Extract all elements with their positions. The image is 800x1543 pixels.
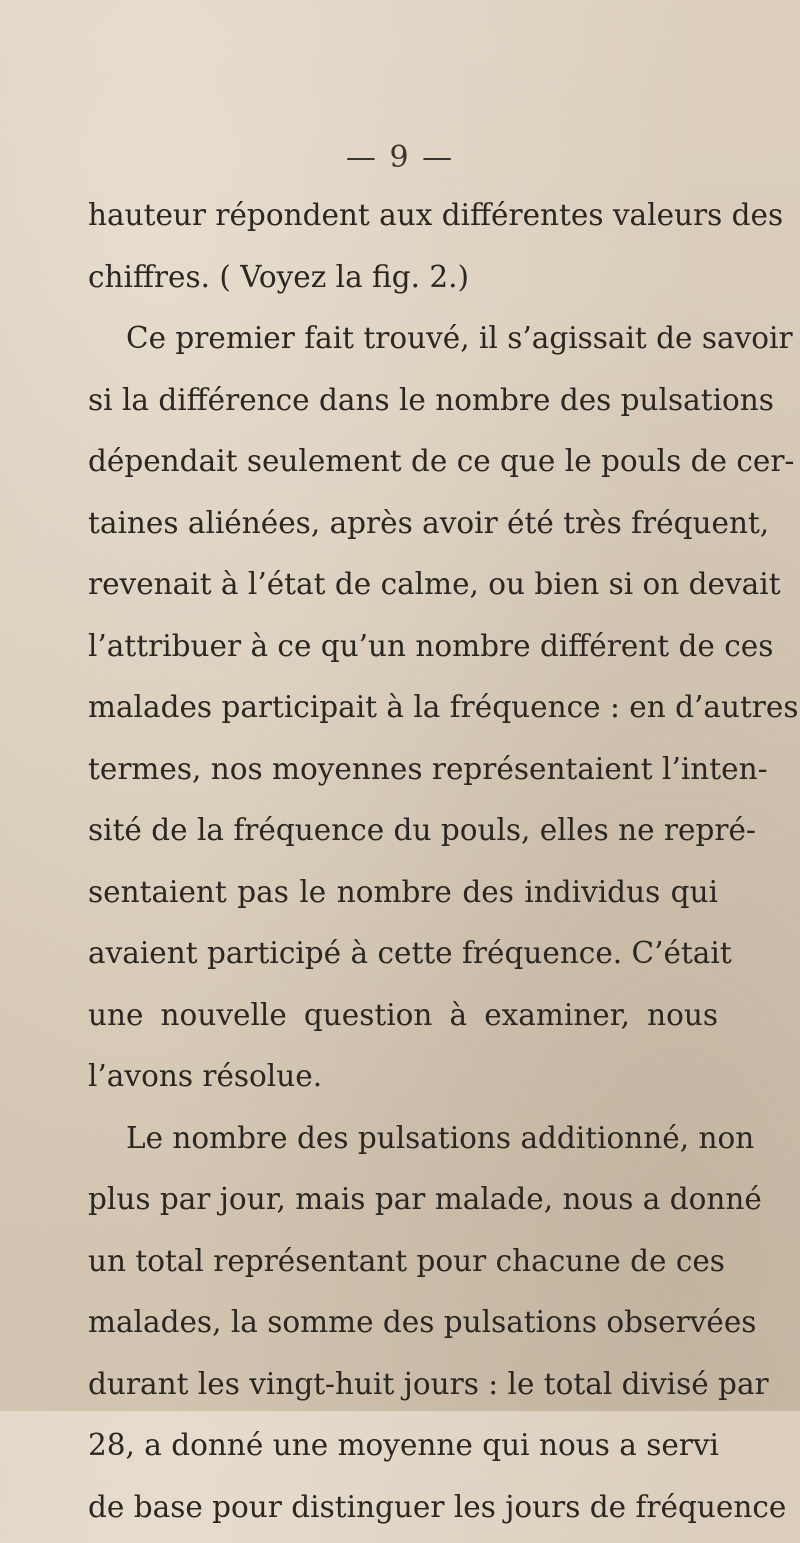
text-line: avaient participé à cette fréquence. C’était: [88, 928, 718, 990]
text-line: dépendait seulement de ce que le pouls de cer-: [88, 436, 718, 498]
text-line: de base pour distinguer les jours de fréquence: [88, 1482, 718, 1543]
text-line: plus par jour, mais par malade, nous a donné: [88, 1174, 718, 1236]
text-line: termes, nos moyennes représentaient l’inten-: [88, 744, 718, 806]
text-line: une nouvelle question à examiner, nous: [88, 990, 718, 1052]
text-line: durant les vingt-huit jours : le total divisé par: [88, 1359, 718, 1421]
text-line: un total représentant pour chacune de ces: [88, 1236, 718, 1298]
text-line: revenait à l’état de calme, ou bien si on devait: [88, 559, 718, 621]
paragraph-start-line: Ce premier fait trouvé, il s’agissait de savoir: [88, 313, 718, 375]
text-line: l’avons résolue.: [88, 1051, 718, 1113]
text-line: malades participait à la fréquence : en d’autres: [88, 682, 718, 744]
paragraph-start-line: Le nombre des pulsations additionné, non: [88, 1113, 718, 1175]
text-line: sité de la fréquence du pouls, elles ne repré-: [88, 805, 718, 867]
body-text: [88, 190, 718, 1543]
text-line: sentaient pas le nombre des individus qui: [88, 867, 718, 929]
text-line: l’attribuer à ce qu’un nombre différent de ces: [88, 621, 718, 683]
text-line: chiffres. ( Voyez la fig. 2.): [88, 252, 718, 314]
text-line: taines aliénées, après avoir été très fréquent,: [88, 498, 718, 560]
text-line: hauteur répondent aux différentes valeurs des: [88, 190, 718, 252]
text-line: si la différence dans le nombre des pulsations: [88, 375, 718, 437]
text-line: 28, a donné une moyenne qui nous a servi: [88, 1420, 718, 1482]
text-line: malades, la somme des pulsations observées: [88, 1297, 718, 1359]
page-number: — 9 —: [0, 140, 800, 175]
